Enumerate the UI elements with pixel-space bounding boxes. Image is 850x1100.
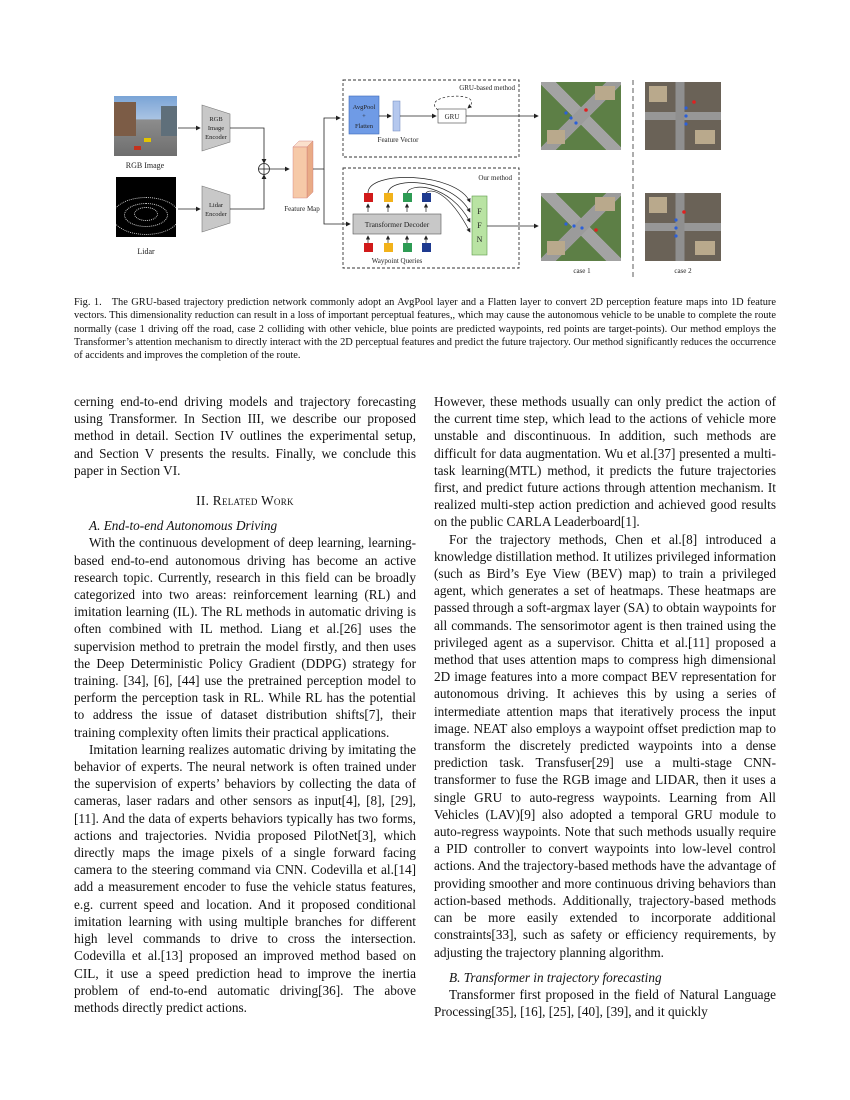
lidar-label: Lidar	[137, 247, 155, 256]
right-paragraph-2: For the trajectory methods, Chen et al.[8] introduced a knowledge distillation method. It utilizes privileged information (such as Bird’s Eye View (BEV) map) to train a privileged agent, which generates a set of heatmaps. These heatmaps are passed through a soft-argmax layer (SA) to obtain waypoints for all commands. The sensorimotor agent is then trained using the privileged agent as a supervisor. Chitta et al.[11] proposed a method that uses attention maps to compress high dimensional 2D image features into a more compact BEV representation for autonomous driving. It achieves this by using a series of intermediate attention maps that iteratively process the input image. NEAT also employs a waypoint offset prediction map to transform the discretely predicted waypoints into a dense prediction task. Transfuser[29] use a multi-stage CNN-transformer to fuse the RGB image and LIDAR, then it uses a single GRU to auto-regress waypoints. Learning from All Vehicles (LAV)[9] also adopted a temporal GRU module to auto-regress waypoints. Note that such methods usually require a PID controller to convert waypoints into low-level control actions. And the trajectory-based methods have the advantage of providing smoother and more continuous driving behaviors than action-based methods. Additionally, trajectory-based methods can be more easily extended to incorporate additional constraints[33], such as safety or efficiency requirements, by adjusting the trajectory planning algorithm.	[434, 531, 776, 960]
case2-label: case 2	[674, 267, 692, 275]
output-square-green	[403, 193, 412, 202]
output-square-red	[364, 193, 373, 202]
figure-1	[0, 0, 850, 290]
feature-map-label: Feature Map	[284, 205, 320, 213]
case1-gru-waypoints	[564, 108, 587, 124]
gru-method-label: GRU-based method	[459, 84, 515, 92]
our-method-label: Our method	[478, 174, 512, 182]
lidar-encoder-line2: Encoder	[205, 211, 227, 218]
right-paragraph-3: Transformer first proposed in the field of Natural Language Processing[35], [16], [25], [40], [39], and it quickly	[434, 986, 776, 1020]
lidar-encoder-line1: Lidar	[208, 202, 224, 209]
query-square-blue	[422, 243, 431, 252]
case1-label: case 1	[573, 267, 591, 275]
output-square-blue	[422, 193, 431, 202]
waypoint-queries-label: Waypoint Queries	[371, 257, 423, 265]
subsection-a-title: A. End-to-end Autonomous Driving	[89, 518, 278, 534]
left-paragraph-2: Imitation learning realizes automatic driving by imitating the behavior of experts. The neural network is often trained under the supervision of experts’ behaviors by collecting the data of cameras, laser radars and other sensors as input[4], [8], [29], [11]. And the data of experts behaviors typically has two forms, actions and trajectories. Nvidia proposed PilotNet[3], which directly maps the image pixels of a single forward facing camera to the steering command via CNN. Codevilla et al.[14] add a measurement encoder to fuse the vehicle status features, e.g. current speed and location. And it proposed conditional imitation learning with using multiple branches for different high level commands to drive to cross the intersection. Codevilla et al.[13] proposed an improved method based on CIL, it use a speed prediction head to improve the inertia problem of end-to-end automatic driving[36]. The above methods directly predict actions.	[74, 741, 416, 1015]
right-column	[434, 393, 776, 1020]
query-square-red	[364, 243, 373, 252]
rgb-encoder-line2: Image	[207, 125, 225, 132]
transformer-decoder-label: Transformer Decoder	[364, 220, 430, 229]
rgb-encoder-line3: Encoder	[205, 134, 227, 141]
caption-text: The GRU-based trajectory prediction network commonly adopt an AvgPool layer and a Flatten layer to convert 2D perception feature maps into 1D feature vectors. This dimensionality reduction can result in a loss of important perceptual features,, which may cause the autonomous vehicle to be unable to complete the route normally (case 1 driving off the road, case 2 colliding with other vehicle, blue points are predicted waypoints, red points are target-points). Our method employs the Transformer’s attention mechanism to directly interact with the 2D perceptual features and predict the future trajectory. Our method significantly reduces the occurrence of accidents and improves the completion of the route.	[74, 297, 776, 362]
case2-ours-waypoints	[674, 210, 685, 237]
case1-ours-waypoints	[564, 222, 597, 231]
feature-vector-block	[393, 101, 400, 131]
rgb-encoder-line1: RGB	[209, 116, 223, 123]
architecture-diagram	[0, 0, 850, 290]
ffn-letter-3: N	[476, 235, 483, 244]
left-paragraph-1: With the continuous development of deep learning, learning-based end-to-end autonomous driving has become an active research topic. Currently, research in this field can be broadly categorized into two areas: reinforcement learning (RL) and imitation learning (IL). The RL methods in automatic driving is often combined with IL method. Liang et al.[26] uses the supervision method to pretrain the model firstly, and then uses the Deep Deterministic Policy Gradient (DDPG) strategy for training. [34], [6], [44] use the pretrained perception model to perform the perception task in RL. While RL has the potential to address the issue of dataset distribution shifts[7], their training complexity often limits their practical applications.	[74, 535, 416, 740]
intro-paragraph: cerning end-to-end driving models and trajectory forecasting using Transformer. In Section III, we describe our proposed method in detail. Section IV outlines the experimental setup, and Section V presents the results. Finally, we conclude this paper in Section VI.	[74, 394, 416, 478]
rgb-image-label: RGB Image	[125, 161, 165, 170]
caption-label: Fig. 1.	[74, 297, 102, 308]
query-square-green	[403, 243, 412, 252]
figure-caption	[74, 296, 776, 362]
section-title: II. Related Work	[196, 493, 294, 509]
feature-map-block	[293, 141, 313, 198]
avgpool-line2: +	[362, 113, 366, 120]
avgpool-line3: Flatten	[354, 123, 374, 130]
query-square-yellow	[384, 243, 393, 252]
left-column	[74, 393, 416, 1016]
case2-gru-waypoints	[684, 100, 695, 125]
feature-vector-label: Feature Vector	[377, 136, 419, 144]
gru-label: GRU	[444, 113, 460, 121]
right-paragraph-1: However, these methods usually can only predict the action of the current time step, which lead to the actions of vehicle more unstable and discontinuous. In addition, such methods are difficult for data augmentation. Wu et al.[37] presented a multi-task learning(MTL) method, it predicts the future trajectories first, and predict future actions through attention mechanism. It realized multi-step action prediction and achieved good results on the public CARLA Leaderboard[1].	[434, 394, 776, 530]
subsection-b-title: B. Transformer in trajectory forecasting	[449, 969, 662, 985]
lidar-encoder-block	[202, 186, 230, 232]
ffn-letter-1: F	[477, 207, 482, 216]
ffn-letter-2: F	[477, 221, 482, 230]
output-square-yellow	[384, 193, 393, 202]
avgpool-line1: AvgPool	[352, 104, 376, 111]
